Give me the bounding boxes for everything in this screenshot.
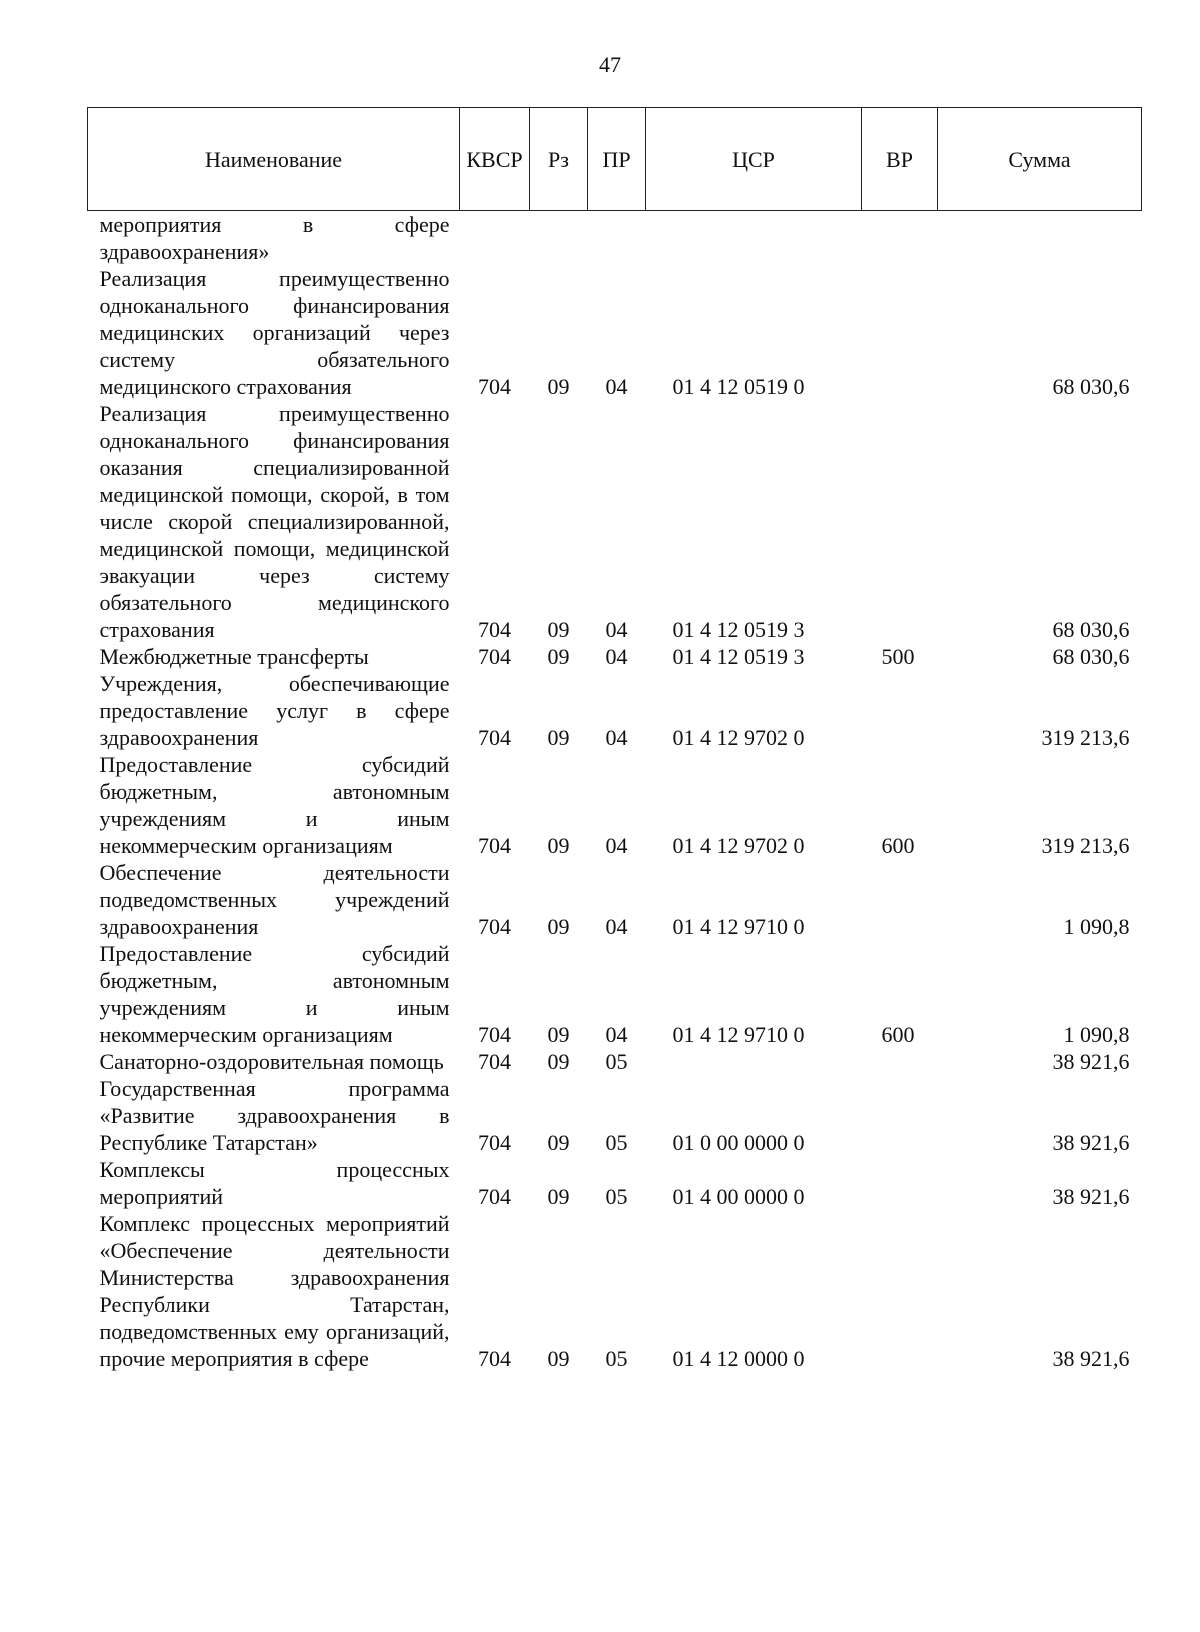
cell-pr: 05: [605, 1130, 628, 1155]
cell-name: Обеспечение деятельности подведомственных учреждений здравоохранения: [99, 860, 450, 939]
cell-pr: 05: [605, 1346, 628, 1371]
cell-kvsr: [460, 211, 530, 266]
cell-sum: 68 030,6: [1052, 617, 1130, 642]
header-row: [88, 108, 1142, 211]
cell-name: Санаторно-оздоровительная помощь: [99, 1049, 444, 1074]
table-row: [88, 1210, 1142, 1372]
cell-vr: [862, 265, 938, 400]
cell-sum: 38 921,6: [1052, 1049, 1130, 1074]
table-row: [88, 265, 1142, 400]
cell-kvsr: 704: [478, 1049, 511, 1074]
cell-vr: 600: [881, 1022, 915, 1047]
cell-pr: 05: [605, 1049, 628, 1074]
cell-vr: [862, 1210, 938, 1372]
cell-name: Учреждения, обеспечивающие предоставление услуг в сфере здравоохранения: [99, 671, 450, 750]
cell-name: Комплекс процессных мероприятий «Обеспечение деятельности Министерства здравоохранения Республики Татарстан, подведомственных ему организаций, прочие мероприятия в сфере: [99, 1211, 450, 1371]
cell-rz: 09: [547, 725, 570, 750]
cell-rz: 09: [547, 1346, 570, 1371]
cell-name: Межбюджетные трансферты: [99, 644, 369, 669]
cell-rz: 09: [547, 617, 570, 642]
table-body: [88, 211, 1142, 1373]
cell-name: мероприятия в сфере здравоохранения»: [99, 212, 450, 264]
cell-csr: [646, 1048, 862, 1075]
cell-sum: 68 030,6: [1052, 374, 1130, 399]
cell-vr: [862, 400, 938, 643]
table-header: [88, 108, 1142, 211]
table-row: [88, 1156, 1142, 1210]
cell-sum: 68 030,6: [1052, 644, 1130, 669]
cell-vr: 500: [881, 644, 915, 669]
cell-kvsr: 704: [478, 1130, 511, 1155]
cell-vr: [862, 1156, 938, 1210]
cell-rz: 09: [547, 374, 570, 399]
cell-rz: 09: [547, 833, 570, 858]
cell-sum: 1 090,8: [1063, 1022, 1130, 1047]
cell-sum: 38 921,6: [1052, 1346, 1130, 1371]
cell-pr: 04: [605, 833, 628, 858]
cell-pr: 04: [605, 1022, 628, 1047]
cell-vr: [862, 670, 938, 751]
table-row: [88, 1048, 1142, 1075]
cell-csr: 01 4 12 9710 0: [672, 1022, 805, 1047]
cell-kvsr: 704: [478, 1346, 511, 1371]
header-name: Наименование: [88, 108, 460, 211]
cell-pr: 04: [605, 914, 628, 939]
table-row: [88, 643, 1142, 670]
table-row: [88, 940, 1142, 1048]
cell-csr: 01 4 12 0000 0: [672, 1346, 805, 1371]
cell-rz: 09: [547, 914, 570, 939]
cell-kvsr: 704: [478, 725, 511, 750]
table-row: [88, 670, 1142, 751]
cell-vr: [862, 1048, 938, 1075]
cell-pr: 04: [605, 617, 628, 642]
header-sum: Сумма: [938, 108, 1142, 211]
cell-name: Предоставление субсидий бюджетным, автономным учреждениям и иным некоммерческим организациям: [99, 941, 450, 1047]
cell-name: Реализация преимущественно одноканального финансирования оказания специализированной медицинской помощи, скорой, в том числе скорой специализированной, медицинской помощи, медицинской эвакуации через систему обязательного медицинского страхования: [99, 401, 450, 642]
cell-csr: 01 4 00 0000 0: [672, 1184, 805, 1209]
cell-kvsr: 704: [478, 644, 511, 669]
header-vr: ВР: [862, 108, 938, 211]
cell-sum: 319 213,6: [1041, 833, 1130, 858]
cell-name: Реализация преимущественно одноканального финансирования медицинских организаций через систему обязательного медицинского страхования: [99, 266, 450, 399]
cell-sum: 319 213,6: [1041, 725, 1130, 750]
cell-pr: 04: [605, 644, 628, 669]
cell-rz: 09: [547, 644, 570, 669]
table-row: [88, 859, 1142, 940]
cell-rz: 09: [547, 1130, 570, 1155]
cell-kvsr: 704: [478, 1184, 511, 1209]
cell-sum: 38 921,6: [1052, 1130, 1130, 1155]
cell-kvsr: 704: [478, 1022, 511, 1047]
cell-csr: 01 4 12 9702 0: [672, 725, 805, 750]
cell-kvsr: 704: [478, 914, 511, 939]
cell-csr: [646, 211, 862, 266]
cell-csr: 01 0 00 0000 0: [672, 1130, 805, 1155]
cell-csr: 01 4 12 9702 0: [672, 833, 805, 858]
header-csr: ЦСР: [646, 108, 862, 211]
cell-csr: 01 4 12 9710 0: [672, 914, 805, 939]
header-pr: ПР: [588, 108, 646, 211]
cell-pr: 05: [605, 1184, 628, 1209]
cell-kvsr: 704: [478, 617, 511, 642]
table-row: [88, 751, 1142, 859]
table-row: [88, 400, 1142, 643]
cell-vr: [862, 1075, 938, 1156]
table-row: [88, 211, 1142, 266]
budget-table: [87, 107, 1142, 1372]
cell-rz: 09: [547, 1184, 570, 1209]
cell-csr: 01 4 12 0519 3: [672, 644, 805, 669]
cell-rz: 09: [547, 1049, 570, 1074]
cell-kvsr: 704: [478, 833, 511, 858]
cell-name: Государственная программа «Развитие здравоохранения в Республике Татарстан»: [99, 1076, 450, 1155]
cell-vr: [862, 859, 938, 940]
cell-kvsr: 704: [478, 374, 511, 399]
cell-rz: [530, 211, 588, 266]
cell-sum: 38 921,6: [1052, 1184, 1130, 1209]
cell-csr: 01 4 12 0519 0: [672, 374, 805, 399]
header-kvsr: КВСР: [460, 108, 530, 211]
cell-sum: 1 090,8: [1063, 914, 1130, 939]
cell-vr: 600: [881, 833, 915, 858]
cell-pr: 04: [605, 374, 628, 399]
cell-vr: [862, 211, 938, 266]
header-rz: Рз: [530, 108, 588, 211]
page-number: 47: [599, 52, 621, 77]
cell-name: Предоставление субсидий бюджетным, автономным учреждениям и иным некоммерческим организациям: [99, 752, 450, 858]
cell-sum: [938, 211, 1142, 266]
cell-name: Комплексы процессных мероприятий: [99, 1157, 450, 1209]
cell-pr: [588, 211, 646, 266]
cell-rz: 09: [547, 1022, 570, 1047]
table-row: [88, 1075, 1142, 1156]
cell-csr: 01 4 12 0519 3: [672, 617, 805, 642]
cell-pr: 04: [605, 725, 628, 750]
